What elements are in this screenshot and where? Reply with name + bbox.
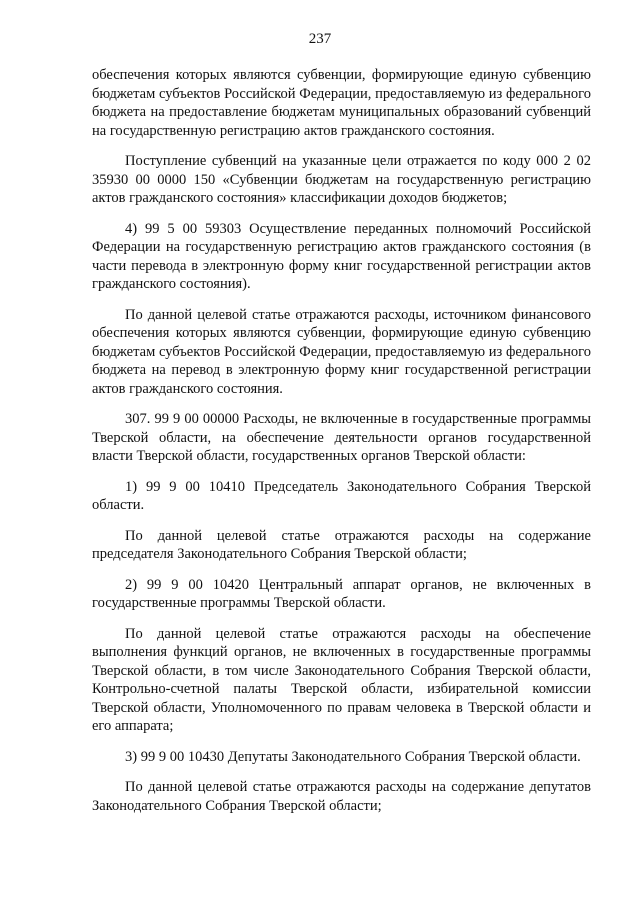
paragraph: По данной целевой статье отражаются расходы на содержание депутатов Законодательного Собрания Тверской области;: [92, 779, 591, 814]
document-body: [92, 66, 591, 827]
paragraph: 307. 99 9 00 00000 Расходы, не включенные в государственные программы Тверской области, на обеспечение деятельности органов государственной власти Тверской области, государственных органов Тверской области:: [92, 411, 591, 464]
paragraph: 3) 99 9 00 10430 Депутаты Законодательного Собрания Тверской области.: [125, 748, 581, 765]
page-number: 237: [308, 31, 332, 47]
paragraph: По данной целевой статье отражаются расходы на обеспечение выполнения функций органов, не включенных в государственные программы Тверской области, в том числе Законодательного Собрания Тверской области, Контрольно-счетной палаты Тверской области, избирательной комиссии Тверской области, Уполномоченного по правам человека в Тверской области и его аппарата;: [92, 625, 591, 734]
paragraph: Поступление субвенций на указанные цели отражается по коду 000 2 02 35930 00 0000 150 «Субвенции бюджетам на государственную регистрацию актов гражданского состояния» классификации доходов бюджетов;: [92, 153, 591, 206]
paragraph: По данной целевой статье отражаются расходы на содержание председателя Законодательного Собрания Тверской области;: [92, 527, 591, 562]
paragraph: 4) 99 5 00 59303 Осуществление переданных полномочий Российской Федерации на государственную регистрацию актов гражданского состояния (в части перевода в электронную форму книг государственной регистрации актов гражданского состояния).: [92, 220, 591, 292]
paragraph: По данной целевой статье отражаются расходы, источником финансового обеспечения которых являются субвенции, формирующие единую субвенцию бюджетам субъектов Российской Федерации, предоставляемую из федерального бюджета на перевод в электронную форму книг государственной регистрации актов гражданского состояния.: [92, 306, 591, 397]
paragraph: 1) 99 9 00 10410 Председатель Законодательного Собрания Тверской области.: [92, 478, 591, 513]
paragraph: 2) 99 9 00 10420 Центральный аппарат органов, не включенных в государственные программы Тверской области.: [92, 576, 591, 611]
paragraph: обеспечения которых являются субвенции, формирующие единую субвенцию бюджетам субъектов Российской Федерации, предоставляемую из федерального бюджета на предоставление бюджетам муниципальных образований субвенций на государственную регистрацию актов гражданского состояния.: [92, 67, 591, 139]
